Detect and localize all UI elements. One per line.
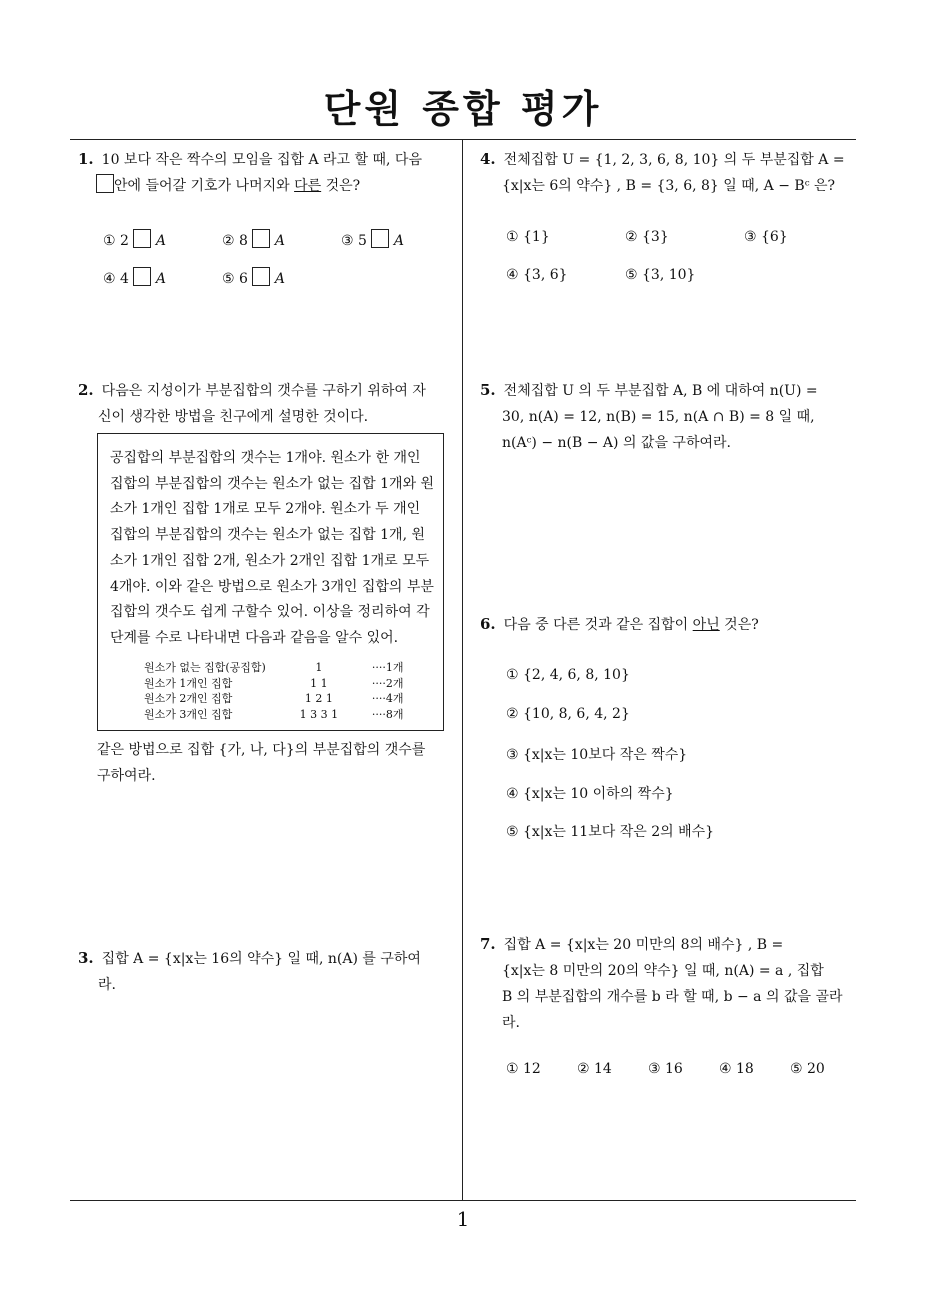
bottom-rule — [70, 1200, 856, 1201]
q1-option-5[interactable]: ⑤ 6 A — [222, 267, 285, 287]
q1-option-1[interactable]: ① 2 A — [103, 229, 166, 249]
q6-option-1[interactable]: ① {2, 4, 6, 8, 10} — [506, 667, 630, 683]
q1-option-2[interactable]: ② 8 A — [222, 229, 285, 249]
q4-option-4[interactable]: ④ {3, 6} — [506, 267, 568, 283]
q6-option-4[interactable]: ④ {x|x는 10 이하의 짝수} — [506, 786, 674, 802]
pascal-table: 원소가 없는 집합(공집합) 1 ····1개 원소가 1개인 집합 1 1 ····2개 원소가 2개인 집합 1 2 1 ····4개 원소가 3개인 집합 1 3 3 1 ····8개 — [144, 661, 404, 721]
q7-option-4[interactable]: ④ 18 — [719, 1061, 754, 1077]
question-2: 2. 다음은 지성이가 부분집합의 갯수를 구하기 위하여 자 신이 생각한 방법을 친구에게 설명한 것이다. — [78, 381, 426, 425]
q4-option-2[interactable]: ② {3} — [625, 229, 669, 245]
question-6: 6. 다음 중 다른 것과 같은 집합이 아닌 것은? — [480, 615, 759, 633]
explanation-text: 공집합의 부분집합의 갯수는 1개야. 원소가 한 개인 집합의 부분집합의 갯수는 원소가 없는 집합 1개와 원소가 1개인 집합 1개로 모두 2개야. 원소가 두 개인 집합의 부분집합의 갯수는 원소가 없는 집합 1개, 원소가 1개인 집합 2개, 원소가 2개인 집합 1개로 모두 4개야. 이와 같은 방법으로 원소가 3개인 집합의 부분집합의 갯수도 쉽게 구할수 있어. 이상을 정리하여 각 단계를 수로 나타내면 다음과 같음을 알수 있어. — [110, 450, 435, 646]
blank-box — [96, 174, 114, 193]
q4-option-3[interactable]: ③ {6} — [744, 229, 788, 245]
q4-option-5[interactable]: ⑤ {3, 10} — [625, 267, 696, 283]
top-rule — [70, 139, 856, 140]
question-5: 5. 전체집합 U 의 두 부분집합 A, B 에 대하여 n(U) = 30, n(A) = 12, n(B) = 15, n(A ∩ B) = 8 일 때, n(Aᶜ) − n(B − A) 의 값을 구하여라. — [480, 381, 818, 451]
q4-option-1[interactable]: ① {1} — [506, 229, 550, 245]
page-title: 단원 종합 평가 — [323, 87, 603, 131]
question-1: 1. 10 보다 작은 짝수의 모임을 집합 A 라고 할 때, 다음 안에 들어갈 기호가 나머지와 다른 것은? — [78, 150, 422, 194]
q1-option-3[interactable]: ③ 5 A — [341, 229, 404, 249]
q7-option-2[interactable]: ② 14 — [577, 1061, 612, 1077]
question-4: 4. 전체집합 U = {1, 2, 3, 6, 8, 10} 의 두 부분집합 A = {x|x는 6의 약수} , B = {3, 6, 8} 일 때, A − Bᶜ 은? — [480, 150, 845, 194]
question-text: 10 보다 작은 짝수의 모임을 집합 A 라고 할 때, 다음 — [101, 152, 422, 168]
question-2-instruction: 같은 방법으로 집합 {가, 나, 다}의 부분집합의 갯수를 구하여라. — [97, 742, 426, 784]
q7-option-3[interactable]: ③ 16 — [648, 1061, 683, 1077]
question-number: 1. — [78, 150, 94, 168]
q7-option-5[interactable]: ⑤ 20 — [790, 1061, 825, 1077]
column-divider — [462, 140, 463, 1201]
q6-option-5[interactable]: ⑤ {x|x는 11보다 작은 2의 배수} — [506, 824, 715, 840]
question-7: 7. 집합 A = {x|x는 20 미만의 8의 배수} , B = {x|x는 8 미만의 20의 약수} 일 때, n(A) = a , 집합 B 의 부분집합의 개수를 b 라 할 때, b − a 의 값을 골라 라. — [480, 935, 843, 1031]
q6-option-2[interactable]: ② {10, 8, 6, 4, 2} — [506, 706, 630, 722]
page-number: 1 — [456, 1207, 470, 1231]
q1-option-4[interactable]: ④ 4 A — [103, 267, 166, 287]
q6-option-3[interactable]: ③ {x|x는 10보다 작은 짝수} — [506, 747, 688, 763]
question-3: 3. 집합 A = {x|x는 16의 약수} 일 때, n(A) 를 구하여 라. — [78, 949, 421, 993]
q7-option-1[interactable]: ① 12 — [506, 1061, 541, 1077]
